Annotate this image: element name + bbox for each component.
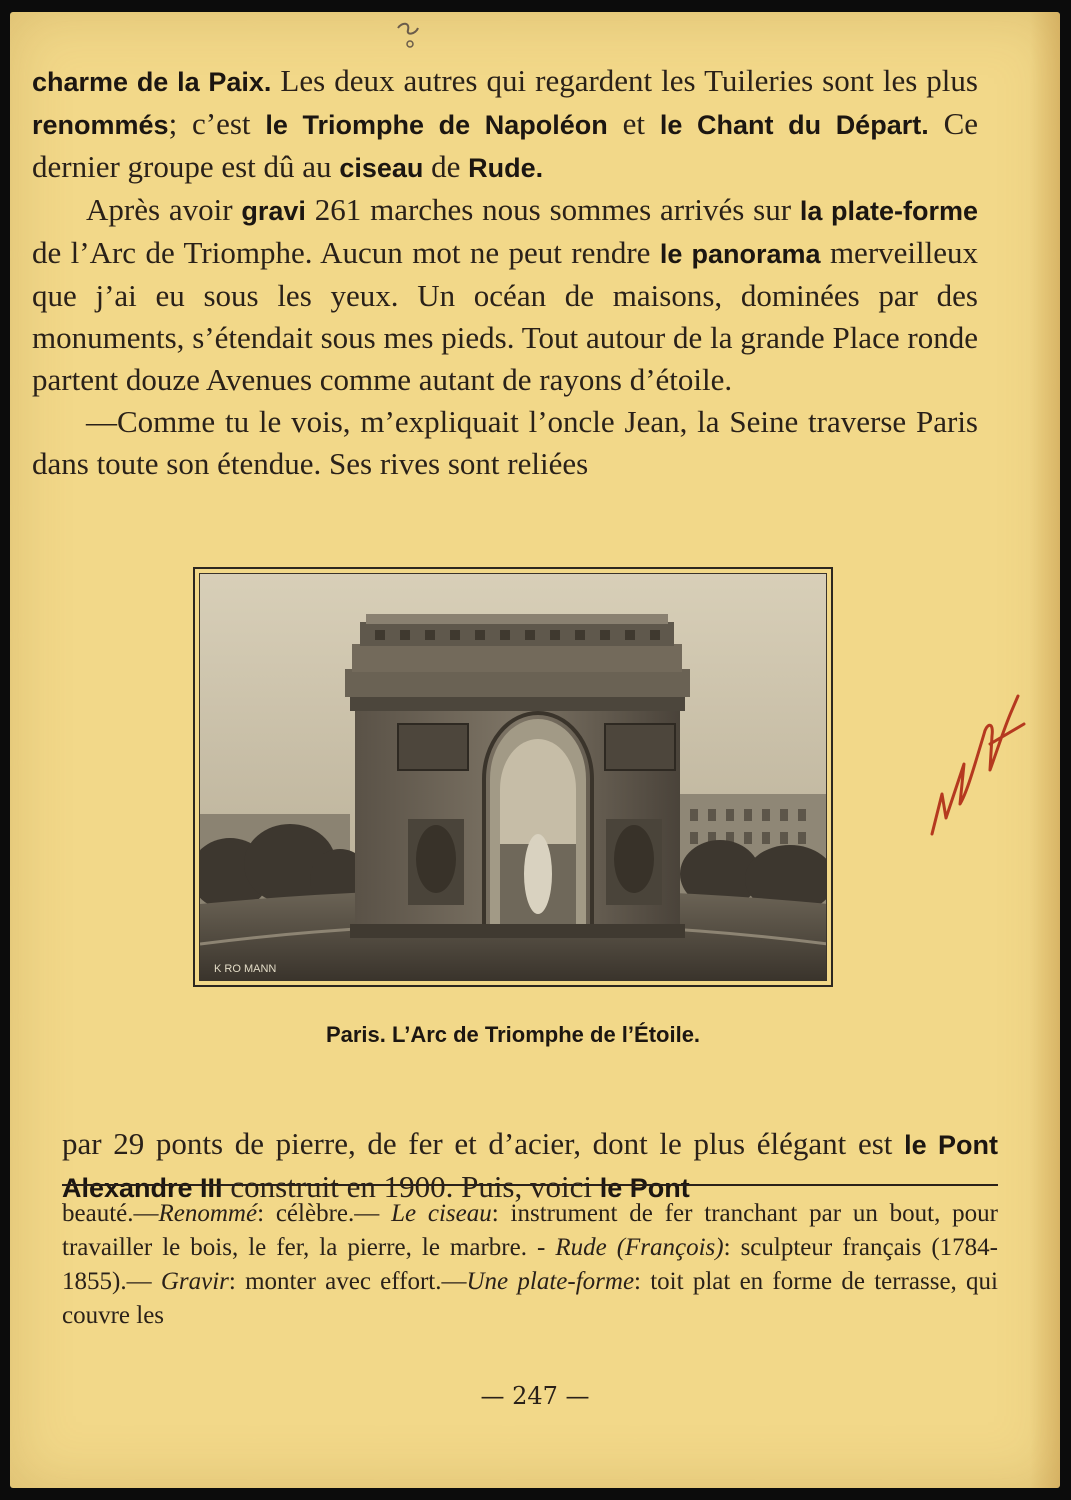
note-run: beauté.—: [62, 1200, 159, 1227]
note-run: : monter avec effort.—: [228, 1268, 467, 1295]
text-run: Après avoir: [86, 192, 242, 227]
photo-frame: [199, 573, 827, 981]
paragraph-2: [32, 189, 978, 401]
text-run: construit en 1900. Puis, voici: [222, 1169, 600, 1204]
keyword: charme de la Paix.: [32, 67, 272, 97]
note-term: Rude (François): [555, 1234, 724, 1261]
note-run: : sculpteur français (1784-1855).—: [62, 1234, 998, 1295]
text-run: par 29 ponts de pierre, de fer et d’acier, dont le plus élégant est: [62, 1126, 905, 1161]
figure-caption: Paris. L’Arc de Triomphe de l’Étoile.: [325, 1022, 701, 1047]
main-text-top: [32, 60, 978, 485]
text-run: Ce dernier groupe est dû au: [32, 106, 979, 184]
footnote-divider: [62, 1184, 998, 1186]
keyword: le panorama: [659, 239, 821, 269]
text-run: et: [607, 106, 660, 141]
keyword: ciseau: [339, 153, 424, 183]
text-run: ; c’est: [168, 106, 266, 141]
paragraph-1: [32, 60, 978, 189]
arc-de-triomphe-photo: [193, 567, 833, 987]
keyword: le Pont Alexandre III: [62, 1130, 998, 1203]
handwritten-signature: [920, 684, 1040, 854]
book-page: [10, 12, 1060, 1488]
keyword: renommés: [32, 110, 169, 140]
keyword: Rude.: [468, 153, 544, 183]
note-run: : célèbre.—: [257, 1200, 392, 1227]
note-term: Renommé: [158, 1200, 258, 1227]
keyword: le Pont: [599, 1173, 690, 1203]
arc-de-triomphe-illustration: [200, 574, 827, 980]
corner-ink-mark: [388, 14, 436, 54]
photo-signature: K RO MANN: [214, 963, 277, 975]
text-run: de l’Arc de Triomphe. Aucun mot ne peut rendre: [32, 235, 660, 270]
keyword: le Chant du Départ.: [659, 110, 929, 140]
page-number: — 247 —: [480, 1382, 590, 1410]
text-run: —Comme tu le vois, m’expliquait l’oncle Jean, la Seine traverse Paris dans toute son étendue. Ses rives sont reliées: [32, 404, 978, 481]
keyword: le Triomphe de Napoléon: [265, 110, 608, 140]
text-run: 261 marches nous sommes arrivés sur: [305, 192, 800, 227]
text-run: Les deux autres qui regardent les Tuileries sont les plus: [271, 63, 978, 98]
note-run: : toit plat en forme de terrasse, qui couvre les: [62, 1268, 998, 1329]
text-run: merveilleux que j’ai eu sous les yeux. Un océan de maisons, dominées par des monuments, s’étendait sous mes pieds. Tout autour de la grande Place ronde partent douze Avenues comme autant de rayons d’étoile.: [32, 235, 978, 397]
paragraph-3: [32, 401, 978, 485]
note-term: Une plate-forme: [466, 1268, 635, 1295]
text-run: de: [423, 149, 469, 184]
note-run: : instrument de fer tranchant par un bout, pour travailler le bois, le fer, la pierre, le marbre. -: [62, 1200, 999, 1261]
keyword: la plate-forme: [799, 196, 979, 226]
footnotes: [62, 1197, 998, 1333]
note-term: Gravir: [160, 1268, 229, 1295]
keyword: gravi: [241, 196, 306, 226]
note-term: Le ciseau: [391, 1200, 492, 1227]
